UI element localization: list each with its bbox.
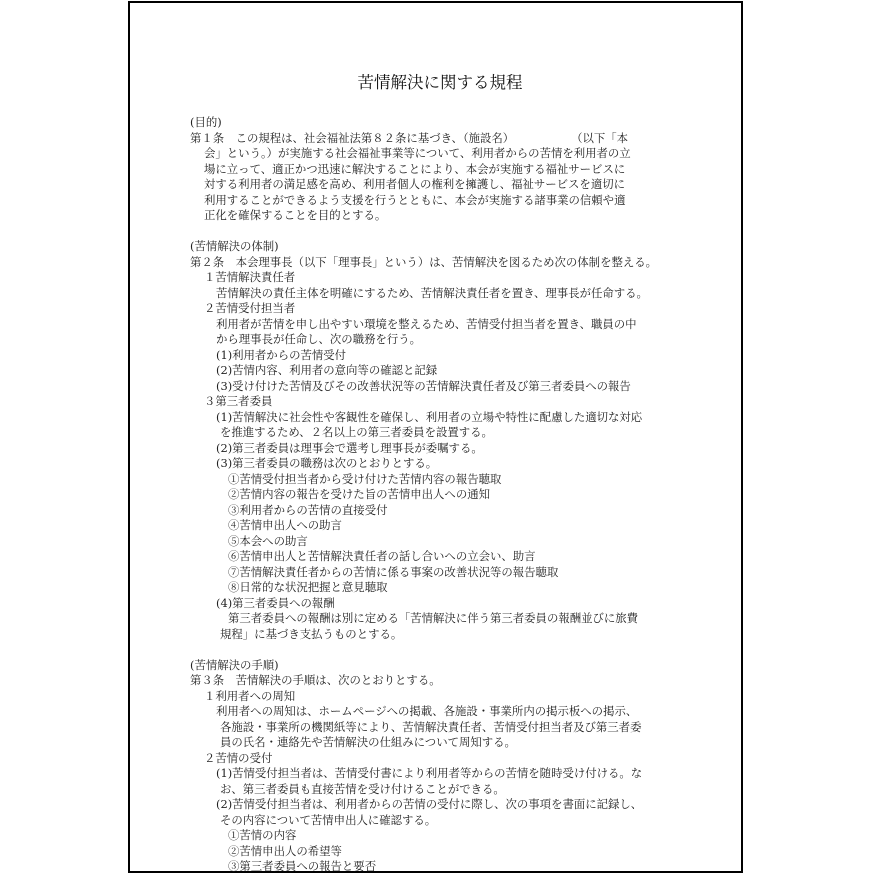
text-line: ④苦情申出人への助言 xyxy=(228,518,342,532)
text-line: ２苦情受付担当者 xyxy=(204,301,296,315)
text-line: ②苦情申出人の希望等 xyxy=(228,843,342,858)
text-line: (2)苦情内容、利用者の意向等の確認と記録 xyxy=(216,363,438,377)
text-line: 第三者委員への報酬は別に定める「苦情解決に伴う第三者委員の報酬並びに旅費 xyxy=(228,611,639,625)
text-line: (苦情解決の手順) xyxy=(190,657,279,672)
document-page xyxy=(128,1,743,873)
text-line: お、第三者委員も直接苦情を受け付けることができる。 xyxy=(220,781,505,796)
text-line: 第２条 本会理事長（以下「理事長」という）は、苦情解決を図るため次の体制を整える。 xyxy=(190,254,658,269)
paragraph-gap xyxy=(190,224,690,240)
text-line: (1)苦情解決に社会性や客観性を確保し、利用者の立場や特性に配慮した適切な対応 xyxy=(216,409,643,424)
text-line: 利用者への周知は、ホームページへの掲載、各施設・事業所内の掲示板への掲示、 xyxy=(216,704,638,718)
text-line: １苦情解決責任者 xyxy=(204,270,296,284)
text-line: ３第三者委員 xyxy=(204,394,273,408)
text-line: その内容について苦情申出人に確認する。 xyxy=(220,812,437,827)
text-line: 会」という。）が実施する社会福祉事業等について、利用者からの苦情を利用者の立 xyxy=(204,146,631,160)
document-body xyxy=(190,115,690,875)
text-line: ⑧日常的な状況把握と意見聴取 xyxy=(228,580,388,594)
text-line: (1)利用者からの苦情受付 xyxy=(216,347,347,362)
text-line: ⑤本会への助言 xyxy=(228,533,308,548)
text-line: ２苦情の受付 xyxy=(204,750,273,765)
text-line: 対する利用者の満足感を高め、利用者個人の権利を擁護し、福祉サービスを適切に xyxy=(204,177,625,191)
text-line: 第１条 この規程は、社会福祉法第８２条に基づき、（施設名） （以下「本 xyxy=(190,130,629,145)
text-line: ③利用者からの苦情の直接受付 xyxy=(228,502,388,517)
document-title: 苦情解決に関する規程 xyxy=(357,73,523,92)
paragraph-gap xyxy=(190,642,690,658)
text-line: を推進するため、２名以上の第三者委員を設置する。 xyxy=(220,425,493,439)
text-line: (4)第三者委員への報酬 xyxy=(216,595,335,610)
text-line: 員の氏名・連絡先や苦情解決の仕組みについて周知する。 xyxy=(220,735,516,749)
text-line: 場に立って、適正かつ迅速に解決することにより、本会が実施する福祉サービスに xyxy=(204,161,626,176)
text-line: (3)第三者委員の職務は次のとおりとする。 xyxy=(216,456,438,470)
text-line: ⑥苦情申出人と苦情解決責任者の話し合いへの立会い、助言 xyxy=(228,549,536,563)
text-line: 利用することができるよう支援を行うとともに、本会が実施する諸事業の信頼や適 xyxy=(204,192,626,207)
text-line: 各施設・事業所の機関紙等により、苦情解決責任者、苦情受付担当者及び第三者委 xyxy=(220,719,642,734)
text-line: 苦情解決の責任主体を明確にするため、苦情解決責任者を置き、理事長が任命する。 xyxy=(216,285,648,300)
text-line: (3)受け付けた苦情及びその改善状況等の苦情解決責任者及び第三者委員への報告 xyxy=(216,378,631,393)
text-line: (目的) xyxy=(190,115,222,129)
text-line: 規程」に基づき支払うものとする。 xyxy=(220,626,403,641)
text-line: (1)苦情受付担当者は、苦情受付書により利用者等からの苦情を随時受け付ける。な xyxy=(216,766,643,780)
text-line: 正化を確保することを目的とする。 xyxy=(204,208,387,222)
text-line: ③第三者委員への報告と要否 xyxy=(228,859,377,873)
text-line: (2)第三者委員は理事会で選考し理事長が委嘱する。 xyxy=(216,440,483,455)
text-line: ①苦情の内容 xyxy=(228,828,297,842)
text-line: ①苦情受付担当者から受け付けた苦情内容の報告聴取 xyxy=(228,471,502,486)
text-line: (2)苦情受付担当者は、利用者からの苦情の受付に際し、次の事項を書面に記録し、 xyxy=(216,797,643,811)
text-line: から理事長が任命し、次の職務を行う。 xyxy=(216,332,422,346)
text-line: 第３条 苦情解決の手順は、次のとおりとする。 xyxy=(190,673,441,687)
text-line: １利用者への周知 xyxy=(204,688,296,703)
text-line: ⑦苦情解決責任者からの苦情に係る事案の改善状況等の報告聴取 xyxy=(228,564,559,579)
text-line: (苦情解決の体制) xyxy=(190,239,279,253)
text-line: ②苦情内容の報告を受けた旨の苦情申出人への通知 xyxy=(228,487,490,501)
text-line: 利用者が苦情を申し出やすい環境を整えるため、苦情受付担当者を置き、職員の中 xyxy=(216,316,637,331)
